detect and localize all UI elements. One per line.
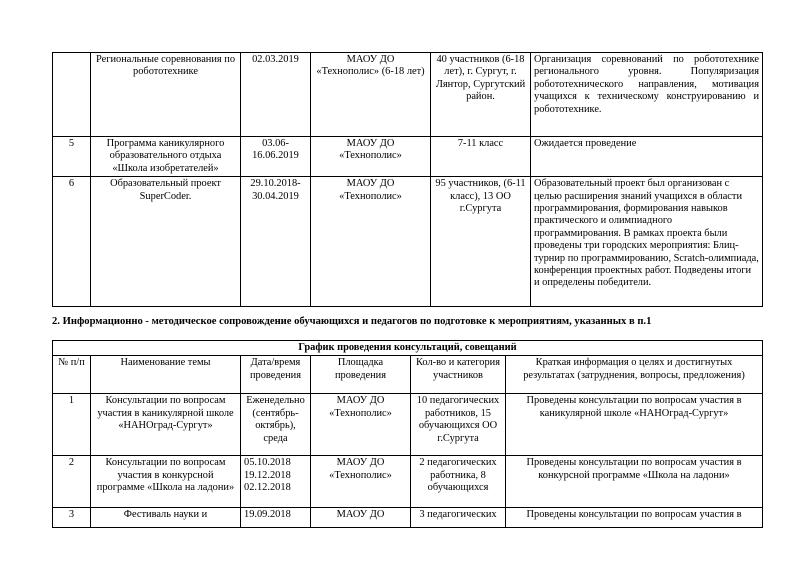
consult-count: 3 педагогических (411, 508, 506, 528)
header-count: Кол-во и категория участников (411, 356, 506, 394)
event-name: Программа каникулярного образовательного отдыха «Школа изобретателей» (91, 137, 241, 177)
event-place: МАОУ ДО «Технополис» (311, 177, 431, 307)
header-topic: Наименование темы (91, 356, 241, 394)
event-name: Образовательный проект SuperCoder. (91, 177, 241, 307)
consultations-table (52, 340, 763, 528)
header-date: Дата/время проведения (241, 356, 311, 394)
event-date: 02.03.2019 (241, 53, 311, 137)
consult-info: Проведены консультации по вопросам участия в каникулярной школе «НАНОград-Сургут» (506, 394, 763, 456)
event-participants: 95 участников, (6-11 класс), 13 ОО г.Сургута (431, 177, 531, 307)
table-header-row (53, 356, 763, 394)
consult-info: Проведены консультации по вопросам участия в (506, 508, 763, 528)
consult-count: 2 педагогических работника, 8 обучающихся (411, 456, 506, 508)
consult-date: Еженедельно (сентябрь-октябрь), среда (241, 394, 311, 456)
event-result: Образовательный проект был организован с целью расширения знаний учащихся в области программирования, формирования навыков практического и олимпиадного программирования. В рамках проекта были проведены три городских мероприятия: Блиц-турнир по программированию, Scratch-олимпиада, конференция проектных работ. Подведены итоги и определены победители. (531, 177, 763, 307)
consult-date: 05.10.2018 19.12.2018 02.12.2018 (241, 456, 311, 508)
table-row (53, 177, 763, 307)
consult-topic: Консультации по вопросам участия в конкурсной программе «Школа на ладони» (91, 456, 241, 508)
table-row (53, 137, 763, 177)
event-date: 03.06-16.06.2019 (241, 137, 311, 177)
consult-place: МАОУ ДО (311, 508, 411, 528)
row-number: 6 (53, 177, 91, 307)
consult-place: МАОУ ДО «Технополис» (311, 394, 411, 456)
event-place: МАОУ ДО «Технополис» (311, 137, 431, 177)
event-result: Ожидается проведение (531, 137, 763, 177)
row-number: 3 (53, 508, 91, 528)
table-row (53, 456, 763, 508)
row-number: 5 (53, 137, 91, 177)
header-info: Краткая информация о целях и достигнутых результатах (затруднения, вопросы, предложения) (506, 356, 763, 394)
row-number: 2 (53, 456, 91, 508)
consult-topic: Консультации по вопросам участия в каникулярной школе «НАНОград-Сургут» (91, 394, 241, 456)
event-name: Региональные соревнования по робототехнике (91, 53, 241, 137)
row-number (53, 53, 91, 137)
events-table (52, 52, 763, 307)
consult-place: МАОУ ДО «Технополис» (311, 456, 411, 508)
consult-info: Проведены консультации по вопросам участия в конкурсной программе «Школа на ладони» (506, 456, 763, 508)
consult-topic: Фестиваль науки и (91, 508, 241, 528)
event-date: 29.10.2018-30.04.2019 (241, 177, 311, 307)
event-participants: 7-11 класс (431, 137, 531, 177)
table-row (53, 53, 763, 137)
header-num: № п/п (53, 356, 91, 394)
header-place: Площадка проведения (311, 356, 411, 394)
event-place: МАОУ ДО «Технополис» (6-18 лет) (311, 53, 431, 137)
row-number: 1 (53, 394, 91, 456)
consult-date: 19.09.2018 (241, 508, 311, 528)
consult-count: 10 педагогических работников, 15 обучающихся ОО г.Сургута (411, 394, 506, 456)
table-caption-row (53, 341, 763, 356)
event-result: Организация соревнований по робототехнике регионального уровня. Популяризация робототехнического направления, мотивация учащихся к техническому конструированию и робототехнике. (531, 53, 763, 137)
table-row (53, 394, 763, 456)
table-caption: График проведения консультаций, совещаний (53, 341, 763, 356)
table-row (53, 508, 763, 528)
section-heading: 2. Информационно - методическое сопровождение обучающихся и педагогов по подготовке к мероприятиям, указанных в п.1 (52, 316, 652, 327)
event-participants: 40 участников (6-18 лет), г. Сургут, г. Лянтор, Сургутский район. (431, 53, 531, 137)
